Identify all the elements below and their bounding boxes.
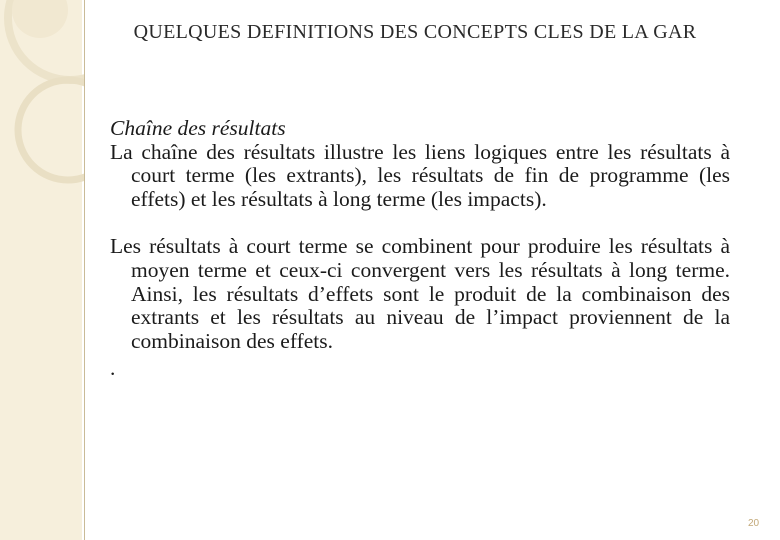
side-divider (84, 0, 85, 540)
decorative-circles (0, 0, 85, 540)
decor-disc (12, 0, 68, 38)
paragraph-1: La chaîne des résultats illustre les liens logiques entre les résultats à court terme (les extrants), les résultats de fin de programme (les effets) et les résultats à long terme (les impacts). (110, 139, 730, 211)
section-subheading: Chaîne des résultats (110, 116, 286, 140)
trailing-mark: . (110, 356, 116, 381)
page-number: 20 (748, 518, 760, 529)
paragraph-2: Les résultats à court terme se combinent pour produire les résultats à moyen terme et ceux-ci convergent vers les résultats à long terme. Ainsi, les résultats d’effets sont le produit de la combinaison des extrants et les résultats au niveau de l’impact proviennent de la combinaison des effets. (110, 234, 730, 353)
slide-body (110, 117, 730, 381)
decor-ring-middle (18, 80, 85, 180)
slide-title: QUELQUES DEFINITIONS DES CONCEPTS CLES DE LA GAR (133, 21, 697, 43)
